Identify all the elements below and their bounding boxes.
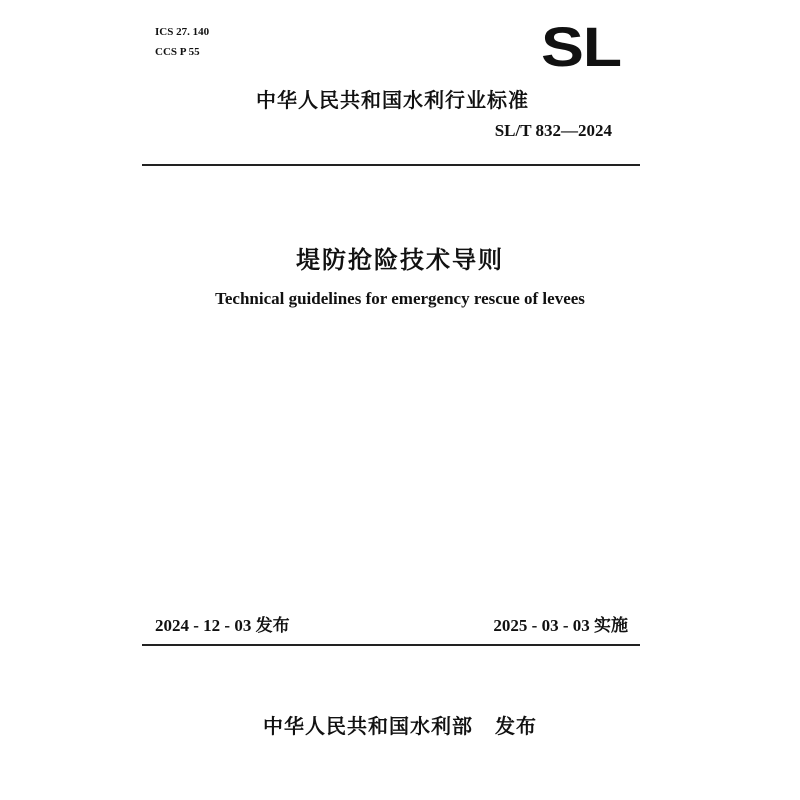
sl-logo: SL bbox=[541, 15, 621, 78]
standard-number: SL/T 832—2024 bbox=[494, 121, 612, 140]
bottom-divider bbox=[142, 644, 640, 646]
ics-code: ICS 27. 140 bbox=[155, 26, 210, 38]
title-english: Technical guidelines for emergency rescue of levees bbox=[215, 289, 585, 308]
publisher-organization: 中华人民共和国水利部 bbox=[263, 714, 473, 738]
industry-standard-heading: 中华人民共和国水利行业标准 bbox=[256, 88, 529, 112]
ccs-code: CCS P 55 bbox=[155, 46, 200, 58]
publisher-action: 发布 bbox=[495, 714, 537, 738]
issue-date: 2024 - 12 - 03 发布 bbox=[155, 616, 290, 635]
publisher-line bbox=[0, 710, 800, 739]
classification-codes bbox=[155, 22, 209, 62]
title-chinese: 堤防抢险技术导则 bbox=[296, 246, 504, 274]
effective-date: 2025 - 03 - 03 实施 bbox=[493, 616, 628, 635]
top-divider bbox=[142, 164, 640, 166]
